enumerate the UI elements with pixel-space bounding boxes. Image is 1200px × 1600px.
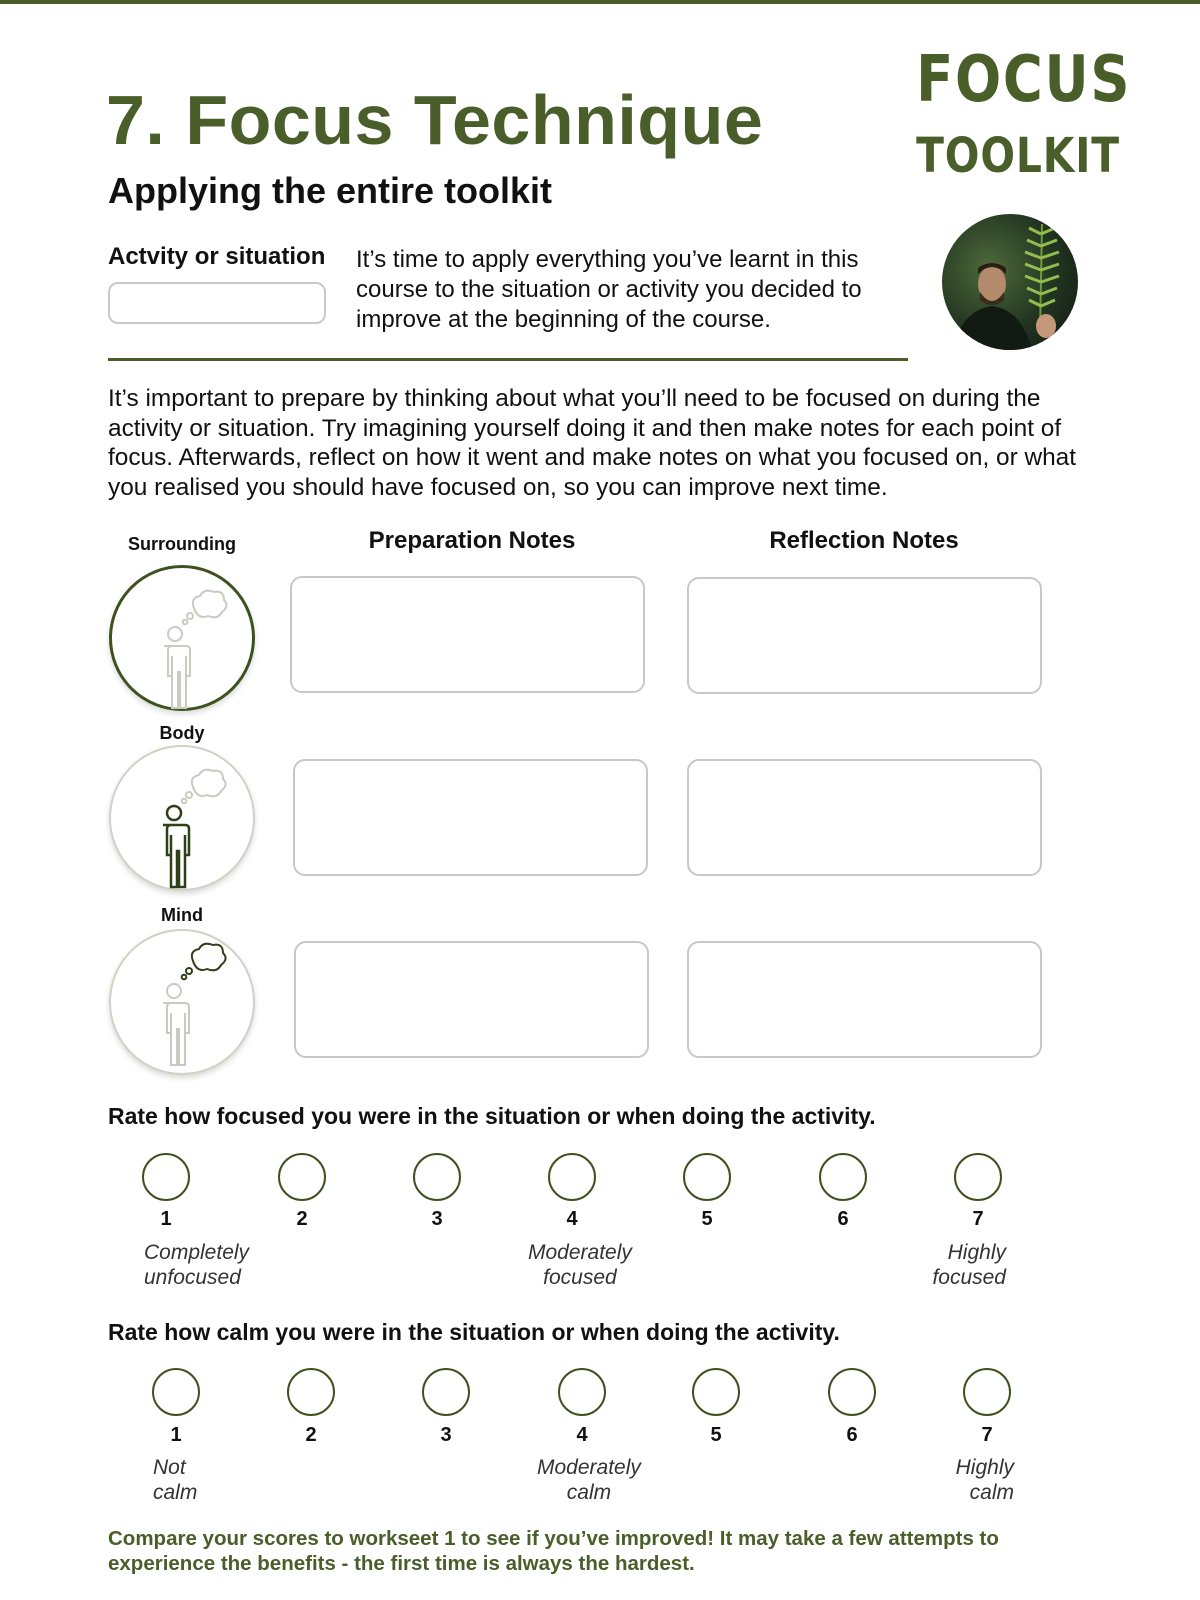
footer-note: Compare your scores to workseet 1 to see if you’ve improved! It may take a few attempts to experience the benefits - the first time is always the hardest.: [108, 1527, 999, 1575]
reflection-notes-header: Reflection Notes: [769, 527, 959, 554]
calm-rating-number: 6: [846, 1424, 858, 1446]
preparation-notes-surrounding[interactable]: [290, 576, 645, 693]
focus-high-label: [928, 1240, 1006, 1290]
calm-rating-number: 2: [305, 1424, 317, 1446]
focus-mid-label-line2: focused: [543, 1266, 617, 1289]
focus-high-label-line2: focused: [932, 1266, 1006, 1289]
focus-rating-option-7[interactable]: [954, 1153, 1002, 1201]
focus-low-label-line2: unfocused: [144, 1266, 241, 1289]
person-mind-icon: [109, 929, 255, 1075]
focus-low-label: [144, 1240, 249, 1290]
intro-text: It’s time to apply everything you’ve learnt in this course to the situation or activity you decided to improve at the beginning of the course.: [356, 246, 862, 333]
calm-low-label-line1: Not: [153, 1456, 186, 1479]
calm-rating-option-1[interactable]: [152, 1368, 200, 1416]
preparation-notes-header: Preparation Notes: [368, 527, 576, 554]
row-label-mind: Mind: [161, 905, 203, 925]
calm-mid-label-line1: Moderately: [537, 1456, 641, 1479]
focus-mid-label-line1: Moderately: [528, 1241, 632, 1264]
man-with-fern-photo: [942, 214, 1078, 350]
activity-input[interactable]: [108, 282, 326, 324]
calm-high-label-line2: calm: [969, 1481, 1014, 1504]
reflection-notes-body[interactable]: [687, 759, 1042, 876]
calm-rating-number: 3: [440, 1424, 452, 1446]
person-body-icon: [109, 745, 255, 891]
calm-rating-option-2[interactable]: [287, 1368, 335, 1416]
calm-rating-number: 4: [576, 1424, 588, 1446]
reflection-notes-mind[interactable]: [687, 941, 1042, 1058]
calm-low-label: [153, 1455, 197, 1505]
calm-high-label: [940, 1455, 1014, 1505]
focus-rating-question: Rate how focused you were in the situation or when doing the activity.: [108, 1103, 876, 1129]
person-surrounding-icon: [109, 565, 255, 711]
preparation-notes-body[interactable]: [293, 759, 648, 876]
focus-rating-option-3[interactable]: [413, 1153, 461, 1201]
top-accent-bar: [0, 0, 1200, 4]
focus-mid-label: [528, 1240, 632, 1290]
calm-rating-option-4[interactable]: [558, 1368, 606, 1416]
focus-rating-number: 1: [160, 1208, 172, 1230]
focus-rating-number: 5: [701, 1208, 713, 1230]
instructions-text: It’s important to prepare by thinking about what you’ll need to be focused on during the activity or situation. Try imagining yourself doing it and then make notes for each point of focus. Afterwards, reflect on how it went and make notes on what you focused on, or what you realised you should have focused on, so you can improve next time.: [108, 385, 1077, 501]
calm-mid-label: [537, 1455, 641, 1505]
calm-high-label-line1: Highly: [955, 1456, 1014, 1479]
focus-toolkit-logo: [900, 43, 1132, 184]
focus-rating-number: 6: [837, 1208, 849, 1230]
focus-rating-option-5[interactable]: [683, 1153, 731, 1201]
calm-rating-number: 1: [170, 1424, 182, 1446]
calm-rating-option-5[interactable]: [692, 1368, 740, 1416]
calm-low-label-line2: calm: [153, 1481, 198, 1504]
focus-low-label-line1: Completely: [144, 1241, 250, 1264]
focus-rating-number: 7: [972, 1208, 984, 1230]
focus-rating-number: 2: [296, 1208, 308, 1230]
focus-rating-option-1[interactable]: [142, 1153, 190, 1201]
page-title: 7. Focus Technique: [106, 81, 764, 159]
activity-label: Actvity or situation: [108, 243, 326, 270]
row-label-surrounding: Surrounding: [128, 534, 236, 554]
calm-rating-option-7[interactable]: [963, 1368, 1011, 1416]
calm-rating-option-6[interactable]: [828, 1368, 876, 1416]
section-divider: [108, 358, 908, 361]
focus-rating-number: 3: [431, 1208, 443, 1230]
focus-rating-number: 4: [566, 1208, 578, 1230]
focus-rating-option-6[interactable]: [819, 1153, 867, 1201]
reflection-notes-surrounding[interactable]: [687, 577, 1042, 694]
focus-high-label-line1: Highly: [947, 1241, 1006, 1264]
preparation-notes-mind[interactable]: [294, 941, 649, 1058]
calm-mid-label-line2: calm: [566, 1481, 612, 1504]
page-subtitle: Applying the entire toolkit: [108, 170, 553, 211]
calm-rating-number: 5: [710, 1424, 722, 1446]
calm-rating-number: 7: [981, 1424, 993, 1446]
focus-rating-option-4[interactable]: [548, 1153, 596, 1201]
focus-rating-option-2[interactable]: [278, 1153, 326, 1201]
calm-rating-question: Rate how calm you were in the situation or when doing the activity.: [108, 1319, 840, 1345]
logo-line-2: TOOLKIT: [916, 128, 1120, 184]
row-label-body: Body: [159, 723, 205, 743]
calm-rating-option-3[interactable]: [422, 1368, 470, 1416]
logo-line-1: FOCUS: [916, 43, 1132, 117]
